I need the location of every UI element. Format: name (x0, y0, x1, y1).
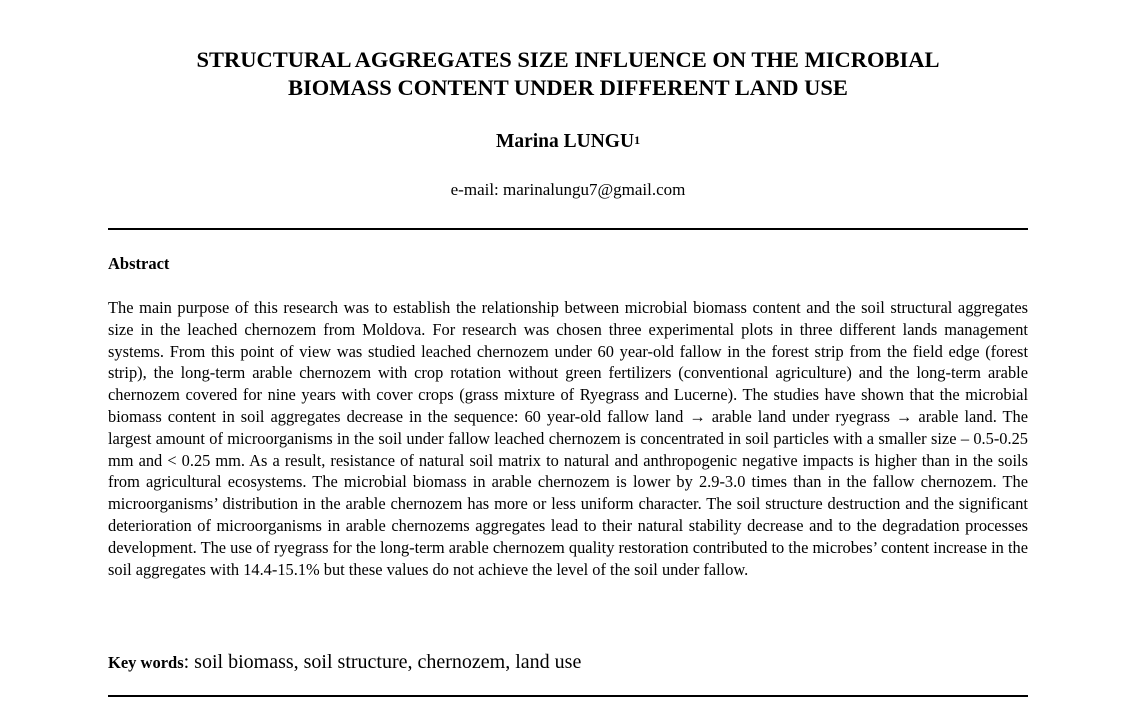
abstract-body: The main purpose of this research was to establish the relationship between microbial biomass content and the soil structural aggregates size in the leached chernozem from Moldova. For research was chosen three experimental plots in three different lands management systems. From this point of view was studied leached chernozem under 60 year-old fallow in the forest strip from the field edge (forest strip), the long-term arable chernozem with crop rotation without green fertilizers (conventional agriculture) and the long-term arable chernozem covered for nine years with cover crops (grass mixture of Ryegrass and Lucerne). The studies have shown that the microbial biomass content in soil aggregates decrease in the sequence: 60 year-old fallow land → arable land under ryegrass → arable land. The largest amount of microorganisms in the soil under fallow leached chernozem is concentrated in soil particles with a smaller size – 0.5-0.25 mm and < 0.25 mm. As a result, resistance of natural soil matrix to natural and anthropogenic negative impacts is higher than in the soils from agricultural ecosystems. The microbial biomass in arable chernozem is lower by 2.9-3.0 times than in the fallow chernozem. The microorganisms’ distribution in the arable chernozem has more or less uniform character. The soil structure destruction and the significant deterioration of microorganisms in arable chernozems aggregates lead to their natural stability decrease and to the degradation processes development. The use of ryegrass for the long-term arable chernozem quality restoration contributed to the microbes’ content increase in the soil aggregates with 14.4-15.1% but these values do not achieve the level of the soil under fallow. (108, 298, 1028, 579)
author-email: e-mail: marinalungu7@gmail.com (450, 180, 686, 199)
keywords (108, 650, 1028, 675)
top-divider (108, 228, 1028, 230)
bottom-divider (108, 695, 1028, 697)
keywords-label: Key words (108, 653, 184, 672)
title-line-2: BIOMASS CONTENT UNDER DIFFERENT LAND USE (288, 75, 848, 100)
paper-title (108, 46, 1028, 102)
abstract-heading: Abstract (108, 254, 170, 273)
title-line-1: STRUCTURAL AGGREGATES SIZE INFLUENCE ON THE MICROBIAL (196, 47, 940, 72)
keywords-list: : soil biomass, soil structure, chernozem, land use (183, 651, 582, 673)
author-name: Marina LUNGU (495, 131, 635, 152)
author-affiliation-mark: 1 (634, 133, 641, 147)
author (108, 130, 1028, 154)
